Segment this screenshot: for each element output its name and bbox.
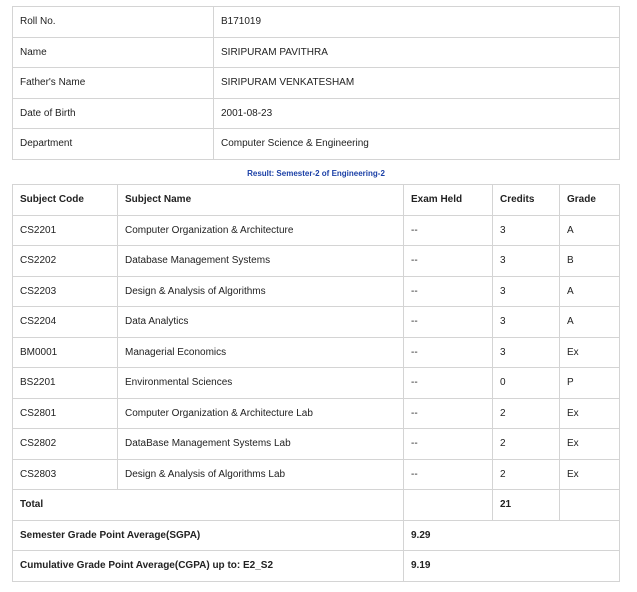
col-subject-name: Subject Name — [118, 185, 404, 216]
info-row-dob — [13, 98, 620, 129]
info-value: Computer Science & Engineering — [214, 129, 620, 160]
subject-row — [13, 215, 620, 246]
info-value: SIRIPURAM VENKATESHAM — [214, 68, 620, 99]
subject-grade: A — [560, 307, 620, 338]
subject-code: CS2802 — [13, 429, 118, 460]
subject-grade: Ex — [560, 429, 620, 460]
subject-credits: 2 — [493, 429, 560, 460]
subject-code: BS2201 — [13, 368, 118, 399]
subject-name: Computer Organization & Architecture — [118, 215, 404, 246]
subject-rows — [13, 215, 620, 490]
grades-table — [12, 184, 620, 582]
subject-row — [13, 337, 620, 368]
col-exam-held: Exam Held — [404, 185, 493, 216]
exam-held: -- — [404, 215, 493, 246]
subject-grade: A — [560, 215, 620, 246]
total-credits: 21 — [493, 490, 560, 521]
col-grade: Grade — [560, 185, 620, 216]
subject-row — [13, 276, 620, 307]
sgpa-row — [13, 520, 620, 551]
exam-held: -- — [404, 459, 493, 490]
info-label: Name — [13, 37, 214, 68]
exam-held: -- — [404, 368, 493, 399]
subject-credits: 2 — [493, 398, 560, 429]
subject-code: CS2202 — [13, 246, 118, 277]
subject-row — [13, 368, 620, 399]
subject-name: DataBase Management Systems Lab — [118, 429, 404, 460]
subject-code: CS2203 — [13, 276, 118, 307]
subject-name: Database Management Systems — [118, 246, 404, 277]
total-row — [13, 490, 620, 521]
sgpa-value: 9.29 — [404, 520, 620, 551]
subject-credits: 3 — [493, 246, 560, 277]
exam-held: -- — [404, 307, 493, 338]
subject-code: CS2204 — [13, 307, 118, 338]
subject-row — [13, 246, 620, 277]
subject-credits: 2 — [493, 459, 560, 490]
subject-credits: 3 — [493, 337, 560, 368]
subject-name: Environmental Sciences — [118, 368, 404, 399]
info-row-name — [13, 37, 620, 68]
subject-grade: Ex — [560, 337, 620, 368]
exam-held: -- — [404, 398, 493, 429]
exam-held: -- — [404, 337, 493, 368]
subject-row — [13, 459, 620, 490]
subject-name: Design & Analysis of Algorithms — [118, 276, 404, 307]
subject-code: CS2201 — [13, 215, 118, 246]
subject-credits: 3 — [493, 215, 560, 246]
subject-name: Design & Analysis of Algorithms Lab — [118, 459, 404, 490]
info-label: Date of Birth — [13, 98, 214, 129]
info-row-father-name — [13, 68, 620, 99]
subject-credits: 3 — [493, 276, 560, 307]
subject-grade: Ex — [560, 398, 620, 429]
exam-held: -- — [404, 276, 493, 307]
subject-code: CS2803 — [13, 459, 118, 490]
info-row-department — [13, 129, 620, 160]
result-title: Result: Semester-2 of Engineering-2 — [247, 169, 385, 178]
info-label: Department — [13, 129, 214, 160]
info-row-roll-no — [13, 7, 620, 38]
cgpa-row — [13, 551, 620, 582]
info-label: Roll No. — [13, 7, 214, 38]
subject-grade: B — [560, 246, 620, 277]
total-empty-grade — [560, 490, 620, 521]
subject-grade: A — [560, 276, 620, 307]
total-empty — [404, 490, 493, 521]
subject-row — [13, 398, 620, 429]
cgpa-label: Cumulative Grade Point Average(CGPA) up to: E2_S2 — [13, 551, 404, 582]
subject-code: CS2801 — [13, 398, 118, 429]
subject-row — [13, 429, 620, 460]
subject-credits: 0 — [493, 368, 560, 399]
student-info-table — [12, 6, 620, 160]
subject-grade: P — [560, 368, 620, 399]
col-subject-code: Subject Code — [13, 185, 118, 216]
subject-grade: Ex — [560, 459, 620, 490]
subject-row — [13, 307, 620, 338]
subject-credits: 3 — [493, 307, 560, 338]
exam-held: -- — [404, 429, 493, 460]
grades-header-row — [13, 185, 620, 216]
info-label: Father's Name — [13, 68, 214, 99]
subject-name: Managerial Economics — [118, 337, 404, 368]
cgpa-value: 9.19 — [404, 551, 620, 582]
subject-name: Computer Organization & Architecture Lab — [118, 398, 404, 429]
subject-code: BM0001 — [13, 337, 118, 368]
exam-held: -- — [404, 246, 493, 277]
total-label: Total — [13, 490, 404, 521]
subject-name: Data Analytics — [118, 307, 404, 338]
info-value: B171019 — [214, 7, 620, 38]
sgpa-label: Semester Grade Point Average(SGPA) — [13, 520, 404, 551]
info-value: SIRIPURAM PAVITHRA — [214, 37, 620, 68]
col-credits: Credits — [493, 185, 560, 216]
info-value: 2001-08-23 — [214, 98, 620, 129]
